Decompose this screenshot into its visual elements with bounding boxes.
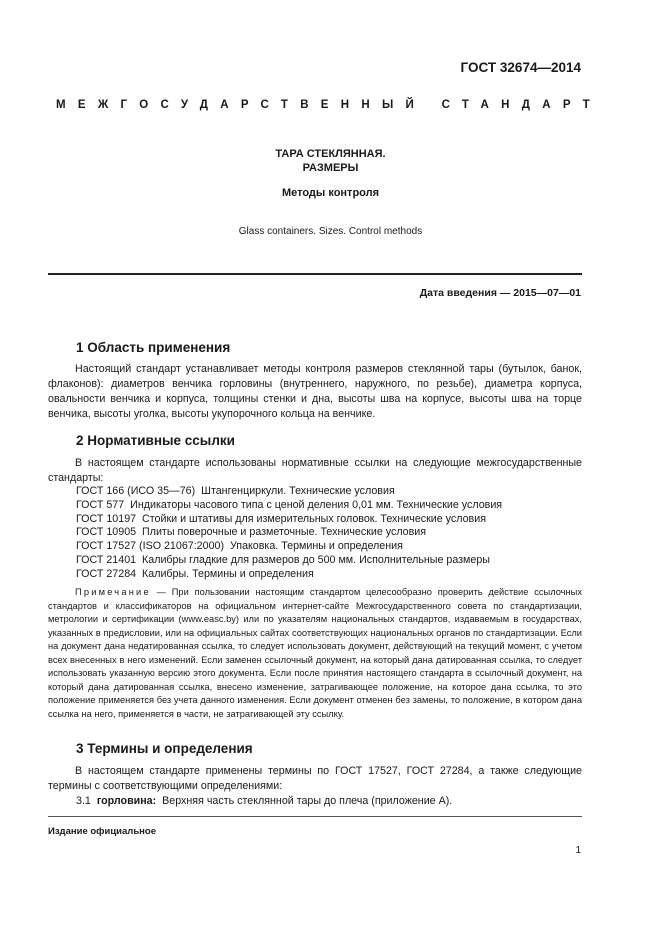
reference-item [76,499,502,513]
reference-item [76,513,502,527]
introduction-date: Дата введения — 2015—07—01 [419,287,581,299]
reference-code: ГОСТ 21401 [76,553,137,566]
reference-item [76,554,502,568]
interstate-standard-label: МЕЖГОСУДАРСТВЕННЫЙ СТАНДАРТ [56,99,602,111]
note-label: Примечание [75,587,151,597]
document-title [0,147,661,175]
note-text: — При пользовании настоящим стандартом целесообразно проверить действие ссылочных стандартов и классификаторов на официальном интернет-сайте Межгосударственного совета по стандартизации, метрологии и сертификации (www.easc.by) или по указателям национальных стандартов, издаваемым в государствах, указанных в предисловии, или на официальных сайтах соответствующих национальных органов по стандартизации. Если на документ дана недатированная ссылка, то следует использовать документ, действующий на текущий момент, с учетом всех внесенных в него изменений. Если заменен ссылочный документ, на который дана датированная ссылка, то следует использовать указанную версию этого документа. Если после принятия настоящего стандарта в ссылочный документ, на который дана датированная ссылка, внесено изменение, затрагивающее положение, на которое дана ссылка, то это положение применяется без учета данного изменения. Если документ отменен без замены, то положение, в котором дана ссылка на него, применяется в части, не затрагивающей эту ссылку. [48,587,582,719]
title-divider [48,273,582,275]
reference-item [76,540,502,554]
document-subtitle: Методы контроля [281,187,380,199]
section-1-heading: 1 Область применения [76,340,231,355]
term-3-1 [76,795,452,807]
section-1-body: Настоящий стандарт устанавливает методы контроля размеров стеклянной тары (бутылок, банок, флаконов): диаметров венчика горловины (внутреннего, наружного, по резьбе), диаметра корпуса, овальности венчика и корпуса, толщины стенки и дна, высоты шва на корпусе, высоты шва на торце венчика, высоты уголка, высоты укупорочного кольца на венчике. [48,363,582,420]
section-3-heading: 3 Термины и определения [76,741,253,756]
term-definition: Верхняя часть стеклянной тары до плеча (приложение А). [162,795,453,807]
term-word: горловина: [96,795,157,807]
title-line-2: РАЗМЕРЫ [302,162,359,174]
section-3-intro [48,764,582,794]
reference-title: Индикаторы часового типа с ценой деления 0,01 мм. Технические условия [130,498,503,511]
section-2-heading: 2 Нормативные ссылки [76,433,235,448]
page-number: 1 [575,845,581,856]
reference-code: ГОСТ 10905 [76,526,137,539]
section-3-intro-text: В настоящем стандарте применены термины по ГОСТ 17527, ГОСТ 27284, а также следующие термины с соответствующими определениями: [48,765,582,792]
reference-code: ГОСТ 577 [76,498,125,511]
reference-code: ГОСТ 10197 [76,512,137,525]
official-edition-label: Издание официальное [48,826,156,837]
reference-title: Стойки и штативы для измерительных головок. Технические условия [142,512,486,525]
reference-title: Калибры гладкие для размеров до 500 мм. Исполнительные размеры [142,553,490,566]
reference-code: ГОСТ 166 (ИСО 35—76) [76,485,196,497]
title-line-1: ТАРА СТЕКЛЯННАЯ. [275,148,386,160]
reference-title: Калибры. Термины и определения [142,567,314,580]
section-2-intro [48,456,582,486]
reference-item [76,526,502,540]
normative-references-list [76,485,502,582]
reference-code: ГОСТ 17527 (ISO 21067:2000) [76,540,225,553]
reference-title: Плиты поверочные и разметочные. Технические условия [142,526,427,539]
footer-divider [48,816,582,817]
reference-item [76,568,502,582]
doc-number: ГОСТ 32674—2014 [460,60,581,75]
reference-item [76,485,502,499]
references-note [48,586,582,721]
section-1-text [48,362,582,422]
reference-code: ГОСТ 27284 [76,567,137,580]
reference-title: Штангенциркули. Технические условия [201,485,395,497]
section-2-intro-text: В настоящем стандарте использованы нормативные ссылки на следующие межгосударственные стандарты: [48,457,582,484]
english-title: Glass containers. Sizes. Control methods [238,226,423,237]
term-number: 3.1 [76,795,91,807]
reference-title: Упаковка. Термины и определения [229,540,403,553]
